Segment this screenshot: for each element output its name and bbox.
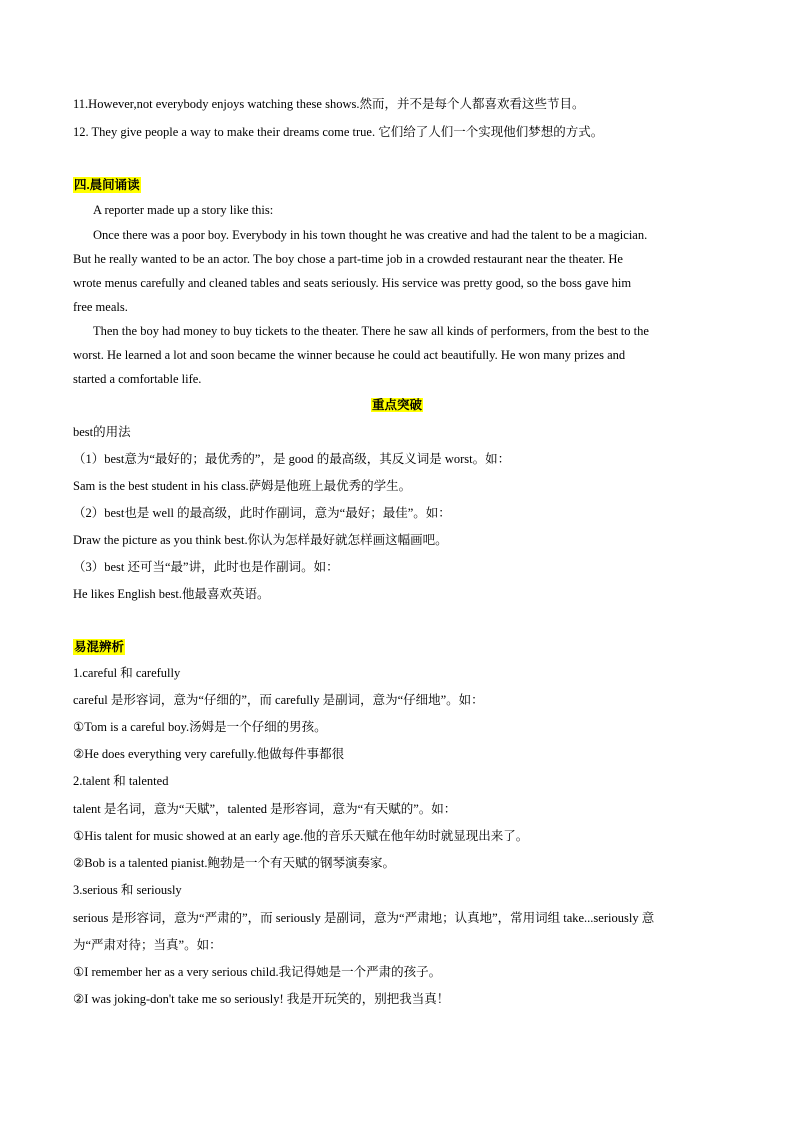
confusion-line: careful 是形容词，意为“仔细的”，而 carefully 是副词，意为“仔细地”。如：	[73, 693, 484, 707]
confusion-line: 2.talent 和 talented	[73, 774, 169, 788]
key-point-line: Draw the picture as you think best.你认为怎样最好就怎样画这幅画吧。	[73, 533, 448, 547]
confusion-line: serious 是形容词，意为“严肃的”，而 seriously 是副词，意为“严肃地；认真地”，常用词组 take...seriously 意	[73, 911, 655, 925]
sentence-11: 11.However,not everybody enjoys watching these shows.然而，并不是每个人都喜欢看这些节目。	[73, 97, 585, 111]
key-points-heading: 重点突破	[371, 398, 422, 412]
key-point-line: best的用法	[73, 425, 131, 439]
story-line: Once there was a poor boy. Everybody in his town thought he was creative and had the talent to be a magician.	[93, 228, 648, 242]
story-intro: A reporter made up a story like this:	[93, 203, 274, 217]
story-line: wrote menus carefully and cleaned tables and seats seriously. His service was pretty good, so the boss gave him	[73, 276, 632, 290]
story-line: free meals.	[73, 300, 128, 314]
key-point-line: （2）best也是 well 的最高级，此时作副词，意为“最好；最佳”。如：	[73, 506, 451, 520]
story-line: started a comfortable life.	[73, 372, 202, 386]
key-point-line: He likes English best.他最喜欢英语。	[73, 587, 270, 601]
story-line: Then the boy had money to buy tickets to the theater. There he saw all kinds of performers, from the best to the	[93, 324, 649, 338]
confusion-heading: 易混辨析	[74, 640, 125, 654]
story-line: But he really wanted to be an actor. The boy chose a part-time job in a crowded restaurant near the theater. He	[73, 252, 623, 266]
key-point-line: Sam is the best student in his class.萨姆是他班上最优秀的学生。	[73, 479, 412, 493]
confusion-line: 为“严肃对待；当真”。如：	[73, 938, 222, 952]
key-points-heading-row	[0, 397, 794, 413]
confusion-line: ②I was joking-don't take me so seriously! 我是开玩笑的，别把我当真！	[73, 992, 450, 1006]
section-heading-morning-reading: 四.晨间诵读	[74, 178, 140, 192]
key-point-line: （3）best 还可当“最”讲，此时也是作副词。如：	[73, 560, 339, 574]
confusion-line: ①Tom is a careful boy.汤姆是一个仔细的男孩。	[73, 720, 327, 734]
key-point-line: （1）best意为“最好的；最优秀的”，是 good 的最高级，其反义词是 worst。如：	[73, 452, 511, 466]
confusion-line: ①I remember her as a very serious child.我记得她是一个严肃的孩子。	[73, 965, 442, 979]
confusion-line: 3.serious 和 seriously	[73, 883, 182, 897]
story-line: worst. He learned a lot and soon became the winner because he could act beautifully. He won many prizes and	[73, 348, 626, 362]
confusion-line: ②Bob is a talented pianist.鲍勃是一个有天赋的钢琴演奏家。	[73, 856, 395, 870]
confusion-line: 1.careful 和 carefully	[73, 666, 181, 680]
confusion-line: ①His talent for music showed at an early age.他的音乐天赋在他年幼时就显现出来了。	[73, 829, 529, 843]
confusion-line: talent 是名词，意为“天赋”，talented 是形容词，意为“有天赋的”。如：	[73, 802, 457, 816]
sentence-12: 12. They give people a way to make their dreams come true. 它们给了人们一个实现他们梦想的方式。	[73, 125, 604, 139]
confusion-line: ②He does everything very carefully.他做每件事都很	[73, 747, 345, 761]
